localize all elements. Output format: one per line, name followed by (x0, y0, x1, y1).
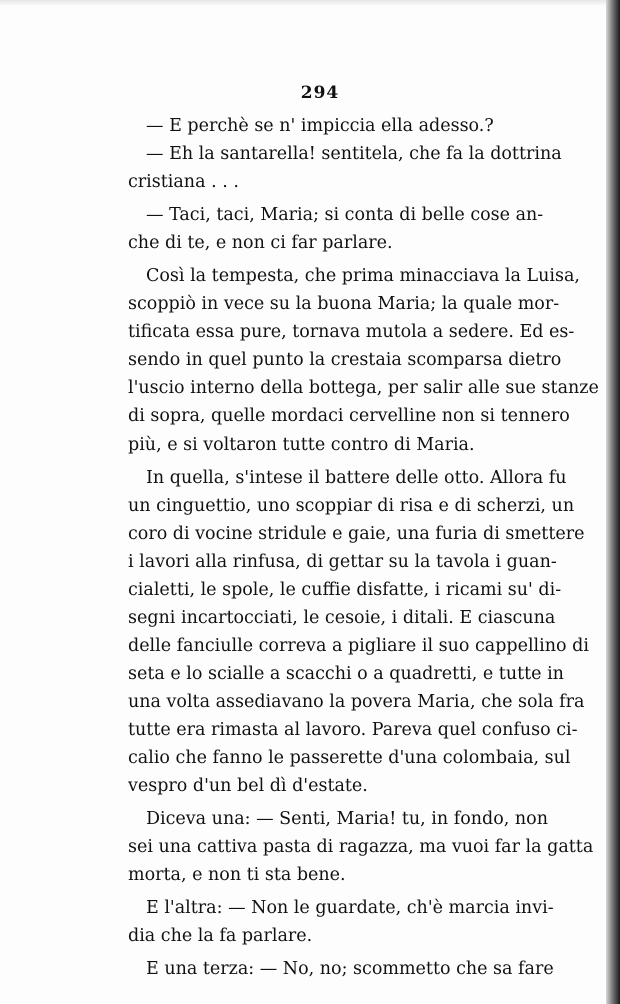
page-number: 294 (300, 83, 340, 103)
text-line: seta e lo scialle a scacchi o a quadretti, e tutte in (128, 663, 564, 684)
text-line: cialetti, le spole, le cuffie disfatte, i ricami su' di- (128, 579, 562, 600)
text-line: cristiana . . . (128, 172, 239, 193)
body-text (128, 112, 599, 983)
text-line: coro di vocine stridule e gaie, una furia di smettere (128, 523, 585, 544)
text-line: In quella, s'intese il battere delle otto. Allora fu (146, 467, 567, 488)
book-gutter-edge (606, 0, 620, 1004)
page-top-shadow (0, 0, 620, 6)
text-line: E una terza: — No, no; scommetto che sa fare (146, 959, 554, 980)
text-line: delle fanciulle correva a pigliare il suo cappellino di (128, 635, 589, 656)
text-line: calio che fanno le passerette d'una colombaia, sul (128, 748, 571, 769)
text-line: sei una cattiva pasta di ragazza, ma vuoi far la gatta (128, 837, 594, 858)
paragraph (128, 112, 542, 140)
paragraph (128, 894, 554, 950)
text-line: di sopra, quelle mordaci cervelline non si tennero (128, 406, 570, 427)
paragraph (128, 805, 594, 889)
text-line: un cinguettio, uno scoppiar di risa e di scherzi, un (128, 495, 575, 516)
paragraph (128, 201, 542, 257)
text-line: Diceva una: — Senti, Maria! tu, in fondo, non (146, 809, 548, 830)
paragraph (128, 955, 554, 983)
text-line: che di te, e non ci far parlare. (128, 233, 393, 254)
paragraph (128, 464, 589, 801)
text-line: l'uscio interno della bottega, per salir alle sue stanze (128, 378, 599, 399)
text-line: sendo in quel punto la crestaia scomparsa dietro (128, 350, 562, 371)
text-line: morta, e non ti sta bene. (128, 865, 346, 886)
text-line: — E perchè se n' impiccia ella adesso.? (146, 116, 494, 136)
text-line: più, e si voltaron tutte contro di Maria. (128, 434, 475, 455)
text-line: E l'altra: — Non le guardate, ch'è marcia invi- (146, 898, 554, 919)
text-line: — Taci, taci, Maria; si conta di belle cose an- (146, 205, 544, 226)
text-line: segni incartocciati, le cesoie, i ditali. E ciascuna (128, 607, 556, 628)
text-line: dia che la fa parlare. (128, 926, 313, 947)
text-line: vespro d'un bel dì d'estate. (128, 776, 368, 797)
text-line: scoppiò in vece su la buona Maria; la quale mor- (128, 294, 560, 315)
text-line: tutte era rimasta al lavoro. Pareva quel confuso ci- (128, 719, 578, 740)
text-line: Così la tempesta, che prima minacciava la Luisa, (146, 266, 580, 287)
paragraph (128, 262, 599, 458)
text-line: una volta assediavano la povera Maria, che sola fra (128, 691, 585, 712)
paragraph (128, 140, 562, 196)
text-line: — Eh la santarella! sentitela, che fa la dottrina (146, 144, 562, 165)
text-line: i lavori alla rinfusa, di gettar su la tavola i guan- (128, 551, 557, 572)
text-line: tificata essa pure, tornava mutola a sedere. Ed es- (128, 322, 575, 343)
